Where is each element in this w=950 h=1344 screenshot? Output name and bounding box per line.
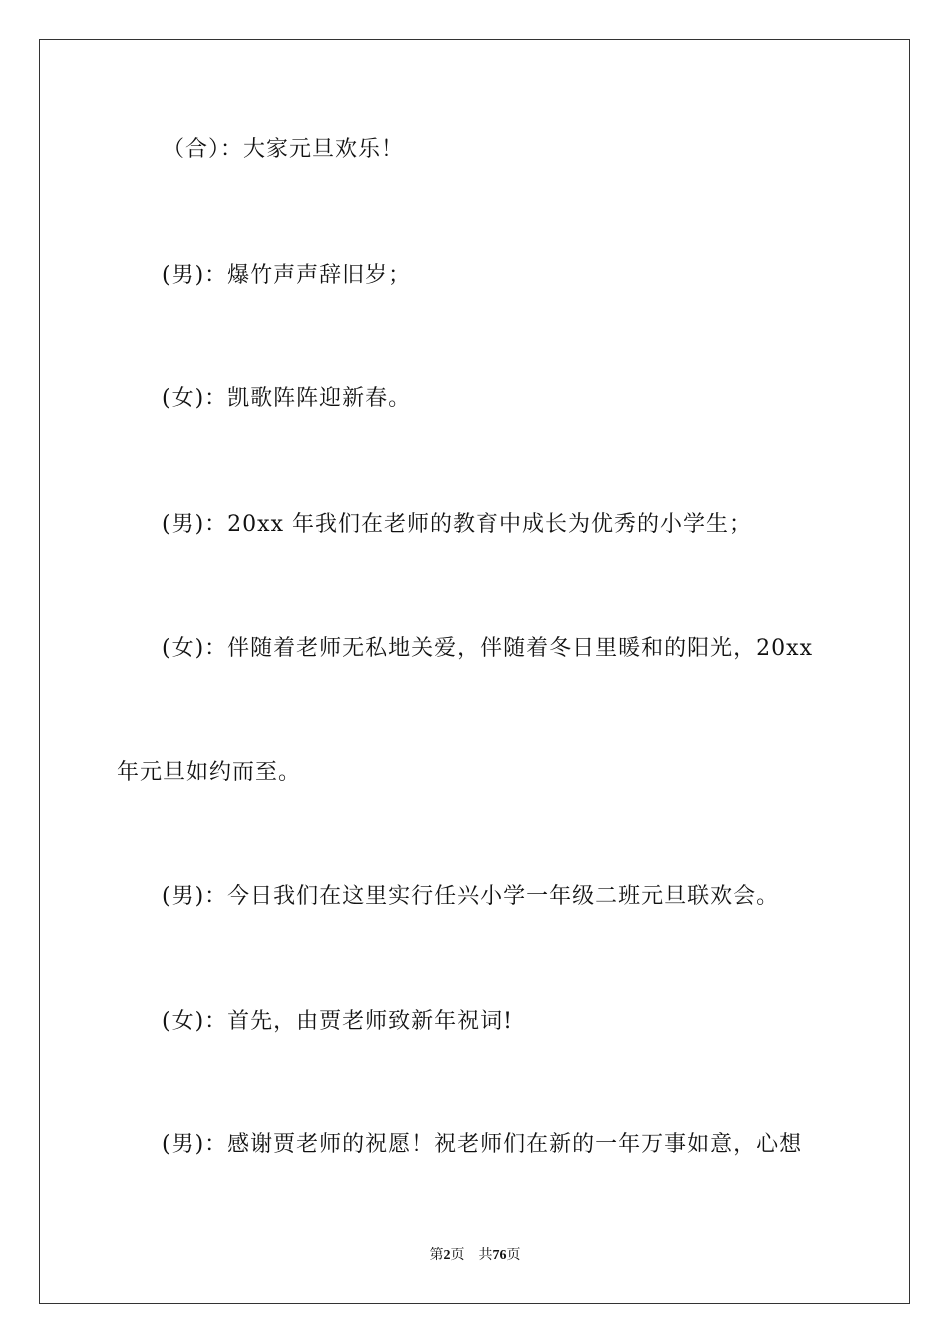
page-footer: [0, 1247, 950, 1265]
dialogue-line-female: (女)：首先，由贾老师致新年祝词!: [162, 1009, 514, 1034]
page-frame: [39, 39, 910, 1304]
dialogue-line-female: (女)：伴随着老师无私地关爱，伴随着冬日里暖和的阳光，20xx: [162, 636, 813, 661]
total-pages: 76: [492, 1248, 507, 1263]
dialogue-line-continuation: 年元旦如约而至。: [117, 760, 302, 785]
dialogue-line-female: (女)：凯歌阵阵迎新春。: [162, 386, 412, 411]
dialogue-line-all: （合）：大家元旦欢乐！: [162, 137, 405, 162]
page-prefix: 第: [429, 1248, 444, 1263]
total-suffix: 页: [506, 1248, 521, 1263]
dialogue-line-male: (男)：20xx 年我们在老师的教育中成长为优秀的小学生；: [162, 512, 752, 537]
dialogue-line-male: (男)：爆竹声声辞旧岁；: [162, 263, 412, 288]
total-prefix: 共: [478, 1248, 493, 1263]
dialogue-line-male: (男)：今日我们在这里实行任兴小学一年级二班元旦联欢会。: [162, 884, 780, 909]
page-number: 2: [443, 1248, 451, 1263]
dialogue-line-male: (男)：感谢贾老师的祝愿！祝老师们在新的一年万事如意，心想: [162, 1132, 803, 1157]
page-suffix: 页: [450, 1248, 465, 1263]
